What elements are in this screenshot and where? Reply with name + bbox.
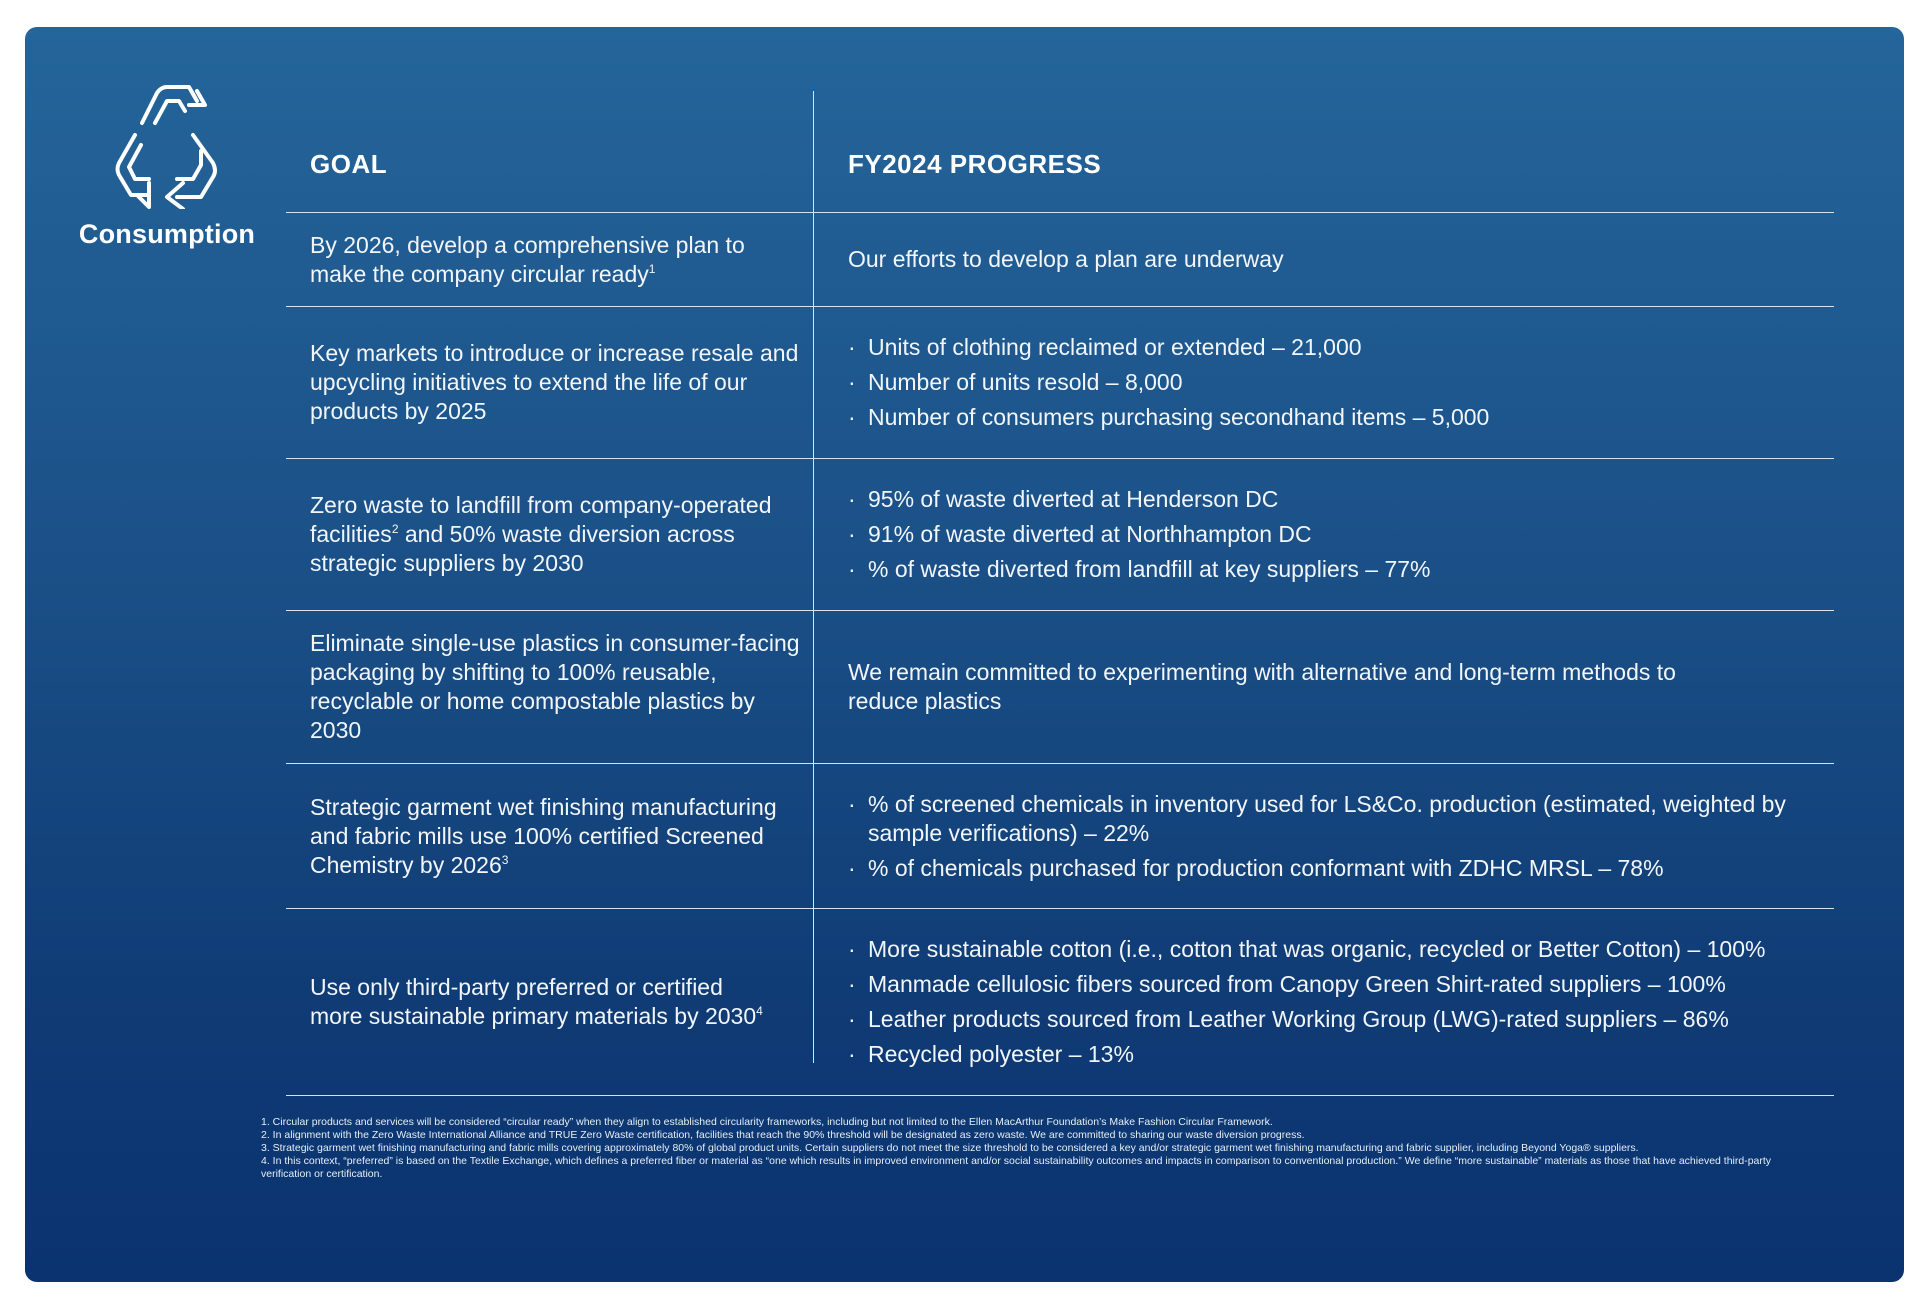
category-block: [67, 79, 267, 250]
footnote-ref: 2: [391, 522, 399, 536]
footnote: 1. Circular products and services will be considered “circular ready” when they align to established circularity frameworks, including but not limited to the Ellen MacArthur Foundation’s Make Fashion Circular Framework.: [261, 1116, 1273, 1128]
progress-item: · Number of consumers purchasing secondhand items – 5,000: [848, 403, 1808, 432]
table-header: [286, 91, 1834, 213]
footnote: 2. In alignment with the Zero Waste International Alliance and TRUE Zero Waste certification, facilities that reach the 90% threshold will be designated as zero waste. We are committed to sharing our waste diversion progress.: [261, 1129, 1305, 1141]
progress-list: [848, 935, 1808, 1069]
table-row: [286, 909, 1834, 1096]
footnote-ref: 1: [648, 261, 656, 276]
table-row: [286, 213, 1834, 307]
progress-item: · Manmade cellulosic fibers sourced from Canopy Green Shirt-rated suppliers – 100%: [848, 970, 1808, 999]
progress-list: [848, 485, 1808, 584]
footnote: 3. Strategic garment wet finishing manufacturing and fabric mills covering approximately 80% of global product units. Certain suppliers do not meet the size threshold to be considered a key and/or strategic garment wet finishing manufacturing and fabric supplier, including Beyond Yoga® suppliers.: [261, 1142, 1639, 1154]
progress-item: · 95% of waste diverted at Henderson DC: [848, 485, 1808, 514]
table-row: [286, 611, 1834, 764]
progress-item: · 91% of waste diverted at Northhampton DC: [848, 520, 1808, 549]
header-goal: GOAL: [310, 149, 388, 179]
header-progress: FY2024 PROGRESS: [848, 149, 1102, 179]
progress-item: · % of chemicals purchased for production conformant with ZDHC MRSL – 78%: [848, 854, 1808, 883]
goal-text: Zero waste to landfill from company-operated facilities$^2$ and 50% waste diversion across strategic suppliers by 2030: [310, 492, 772, 576]
recycle-icon: [97, 79, 237, 209]
goal-text: Strategic garment wet finishing manufacturing and fabric mills use 100% certified Screened Chemistry by 2026$^3$: [310, 793, 777, 878]
progress-item: · Leather products sourced from Leather Working Group (LWG)-rated suppliers – 86%: [848, 1005, 1808, 1034]
progress-item: · More sustainable cotton (i.e., cotton that was organic, recycled or Better Cotton) – 100%: [848, 935, 1808, 964]
table-row: [286, 459, 1834, 611]
progress-text: Our efforts to develop a plan are underway: [848, 246, 1284, 272]
progress-list: [848, 790, 1808, 883]
progress-item: · % of screened chemicals in inventory used for LS&Co. production (estimated, weighted by sample verifications) – 22%: [848, 790, 1808, 848]
category-label: Consumption: [78, 219, 256, 249]
goals-table: [286, 91, 1834, 1096]
goal-text: Key markets to introduce or increase resale and upcycling initiatives to extend the life of our products by 2025: [310, 340, 799, 424]
progress-item: · % of waste diverted from landfill at key suppliers – 77%: [848, 555, 1808, 584]
progress-item: · Number of units resold – 8,000: [848, 368, 1808, 397]
progress-text: We remain committed to experimenting with alternative and long-term methods to reduce plastics: [848, 659, 1676, 714]
consumption-card: [25, 27, 1904, 1282]
table-row: [286, 764, 1834, 909]
footnote-ref: 4: [756, 1004, 763, 1018]
goal-text: Use only third-party preferred or certified more sustainable primary materials by 2030$^4$: [310, 974, 763, 1029]
footnote-ref: 3: [501, 852, 509, 867]
footnote: 4. In this context, “preferred” is based on the Textile Exchange, which defines a preferred fiber or material as “one which results in improved environment and/or social sustainability outcomes and impacts in comparison to conventional production.” We define “more sustainable” materials as those that have achieved third-party verification or certification.: [261, 1155, 1772, 1180]
table-row: [286, 307, 1834, 459]
progress-item: · Units of clothing reclaimed or extended – 21,000: [848, 333, 1808, 362]
progress-list: [848, 333, 1808, 432]
goal-text: By 2026, develop a comprehensive plan to make the company circular ready$^1$: [310, 231, 745, 287]
goal-text: Eliminate single-use plastics in consumer-facing packaging by shifting to 100% reusable, recyclable or home compostable plastics by 2030: [310, 630, 800, 743]
progress-item: · Recycled polyester – 13%: [848, 1040, 1808, 1069]
footnotes: [261, 1116, 1821, 1181]
